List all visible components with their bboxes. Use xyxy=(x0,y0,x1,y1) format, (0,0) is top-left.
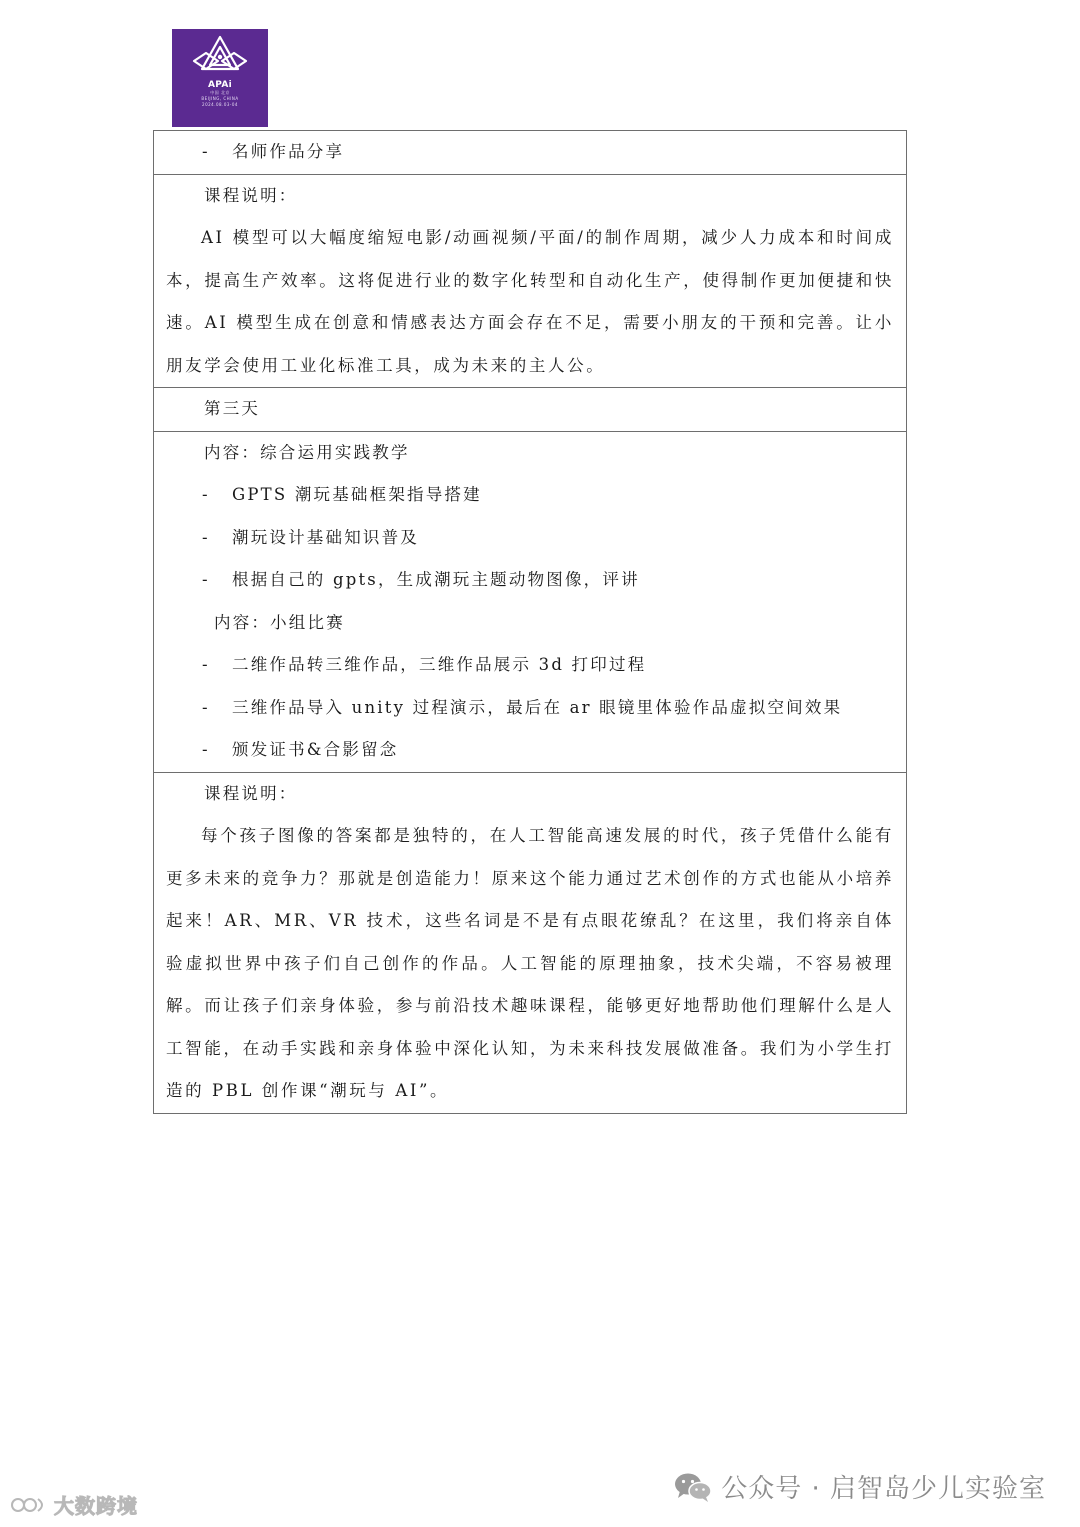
source-watermark xyxy=(10,1490,138,1519)
apai-emblem-icon xyxy=(188,33,252,79)
list-item-text: 名师作品分享 xyxy=(232,142,345,161)
list-dash: - xyxy=(202,142,210,161)
table-row xyxy=(154,388,907,432)
list-dash: - xyxy=(202,697,210,717)
course-description: AI 模型可以大幅度缩短电影/动画视频/平面/的制作周期，减少人力成本和时间成本，提高生产效率。这将促进行业的数字化转型和自动化生产，使得制作更加便捷和快速。AI 模型生成在创意和情感表达方面会存在不足，需要小朋友的干预和完善。让小朋友学会使用工业化标准工具，成为未来的主人公。 xyxy=(166,228,894,375)
list-dash: - xyxy=(202,485,210,504)
section-heading: 课程说明： xyxy=(204,185,298,205)
list-item-text: 三维作品导入 unity 过程演示，最后在 ar 眼镜里体验作品虚拟空间效果 xyxy=(232,697,843,717)
logo-location-en: BEIJING, CHINA xyxy=(201,96,239,101)
list-dash: - xyxy=(202,740,210,759)
list-dash: - xyxy=(202,570,210,589)
section-heading: 课程说明： xyxy=(204,783,298,803)
wechat-icon xyxy=(673,1471,713,1503)
logo-name: APAi xyxy=(208,80,232,90)
table-row xyxy=(154,174,907,388)
apai-logo xyxy=(172,29,268,127)
list-item-text: 颁发证书&合影留念 xyxy=(232,740,399,759)
table-cell xyxy=(154,431,907,772)
watermark-text: 大数跨境 xyxy=(54,1494,138,1518)
table-cell xyxy=(154,772,907,1113)
list-item xyxy=(166,131,894,174)
table-row xyxy=(154,431,907,772)
list-item-text: 根据自己的 gpts，生成潮玩主题动物图像，评讲 xyxy=(232,570,640,589)
list-item xyxy=(166,687,894,730)
wechat-account-name: 公众号 · 启智岛少儿实验室 xyxy=(721,1474,1046,1504)
table-row xyxy=(154,131,907,175)
table-cell xyxy=(154,388,907,432)
list-dash: - xyxy=(202,527,210,547)
table-row xyxy=(154,772,907,1113)
watermark-logo-icon xyxy=(10,1494,50,1516)
table-cell xyxy=(154,131,907,175)
wechat-account-watermark xyxy=(673,1468,1046,1505)
content-heading: 内容：小组比赛 xyxy=(214,612,345,632)
list-item xyxy=(166,644,894,687)
list-item xyxy=(166,474,894,517)
table-cell xyxy=(154,174,907,388)
list-item-text: 二维作品转三维作品，三维作品展示 3d 打印过程 xyxy=(232,655,647,674)
list-item-text: GPTS 潮玩基础框架指导搭建 xyxy=(232,485,482,504)
content-heading: 内容：综合运用实践教学 xyxy=(204,442,410,462)
list-item-text: 潮玩设计基础知识普及 xyxy=(232,527,419,547)
logo-date: 2024.08.03-04 xyxy=(202,102,238,107)
list-item xyxy=(166,517,894,560)
course-description: 每个孩子图像的答案都是独特的，在人工智能高速发展的时代，孩子凭借什么能有更多未来的竞争力？那就是创造能力！原来这个能力通过艺术创作的方式也能从小培养起来！AR、MR、VR 技术，这些名词是不是有点眼花缭乱？在这里，我们将亲自体验虚拟世界中孩子们自己创作的作品。人工智能的原理抽象，技术尖端，不容易被理解。而让孩子们亲身体验，参与前沿技术趣味课程，能够更好地帮助他们理解什么是人工智能，在动手实践和亲身体验中深化认知，为未来科技发展做准备。我们为小学生打造的 PBL 创作课“潮玩与 AI”。 xyxy=(166,826,894,1100)
list-item xyxy=(166,729,894,772)
day-heading: 第三天 xyxy=(204,399,261,418)
list-item xyxy=(166,559,894,602)
course-table xyxy=(153,130,907,1114)
list-dash: - xyxy=(202,655,210,674)
logo-location-cn: 中国 北京 xyxy=(210,90,230,95)
